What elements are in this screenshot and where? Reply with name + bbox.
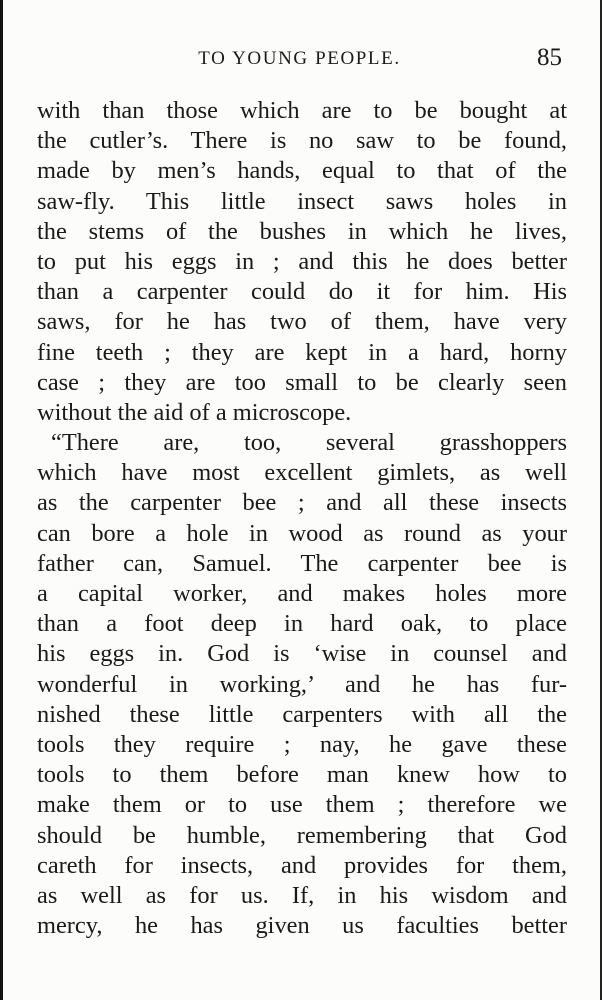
text-line: saw-fly. This little insect saws holes in (37, 187, 567, 215)
text-line: careth for insects, and provides for them, (37, 851, 567, 879)
text-line: nished these little carpenters with all the (37, 700, 567, 728)
running-head (37, 44, 562, 74)
text-line: which have most excellent gimlets, as well (37, 459, 567, 487)
text-line: with than those which are to be bought at (37, 97, 567, 124)
text-line: can bore a hole in wood as round as your (37, 519, 567, 547)
text-line: the stems of the bushes in which he lives, (37, 217, 567, 245)
text-line: tools they require ; nay, he gave these (37, 730, 567, 758)
text-line: than a carpenter could do it for him. His (37, 278, 567, 306)
text-line: as the carpenter bee ; and all these insects (37, 489, 567, 517)
text-line: to put his eggs in ; and this he does better (37, 247, 567, 275)
text-line: make them or to use them ; therefore we (37, 791, 567, 819)
text-line: saws, for he has two of them, have very (37, 308, 567, 336)
paragraph-start-line: “There are, too, several grasshoppers (51, 429, 567, 457)
text-line: as well as for us. If, in his wisdom and (37, 881, 567, 909)
text-line: wonderful in working,’ and he has fur- (37, 670, 567, 698)
running-title: TO YOUNG PEOPLE. (198, 48, 401, 69)
text-line: tools to them before man knew how to (37, 761, 567, 789)
text-line: the cutler’s. There is no saw to be found, (37, 127, 567, 155)
text-line: made by men’s hands, equal to that of the (37, 157, 567, 185)
text-line: his eggs in. God is ‘wise in counsel and (37, 640, 567, 668)
text-line: a capital worker, and makes holes more (37, 580, 567, 607)
text-line: mercy, he has given us faculties better (37, 912, 567, 940)
text-line: should be humble, remembering that God (37, 821, 567, 849)
text-line: father can, Samuel. The carpenter bee is (37, 549, 567, 577)
body-text (37, 96, 567, 941)
text-line: than a foot deep in hard oak, to place (37, 610, 567, 638)
page-number: 85 (537, 44, 562, 71)
text-line: case ; they are too small to be clearly seen (37, 368, 567, 396)
paragraph-end-line: without the aid of a microscope. (37, 398, 352, 426)
text-line: fine teeth ; they are kept in a hard, horny (37, 338, 567, 366)
